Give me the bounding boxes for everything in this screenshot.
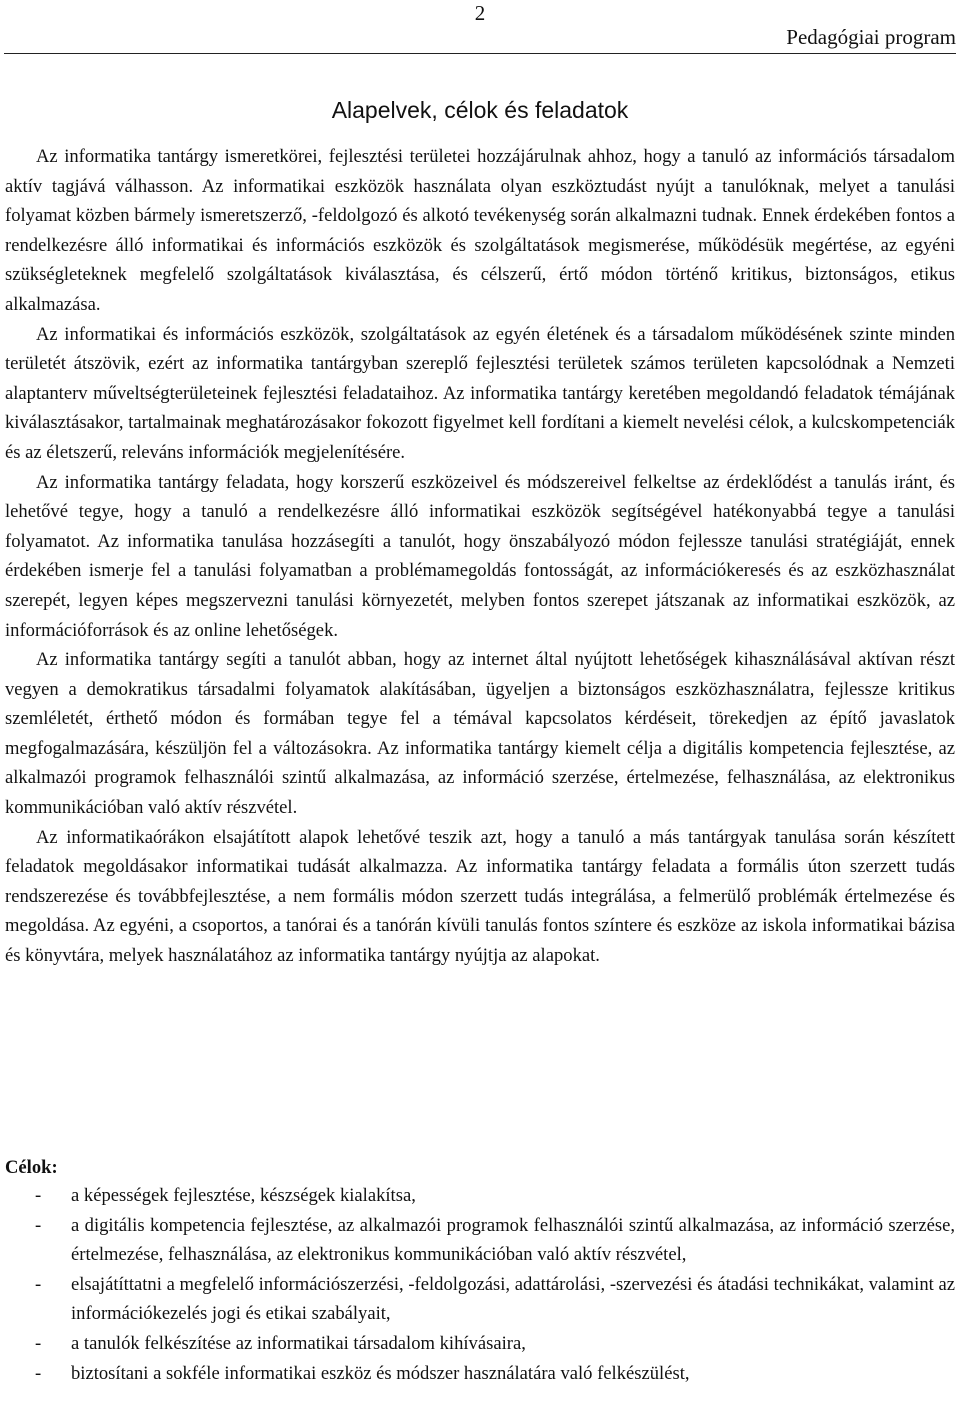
goal-item <box>5 1359 955 1389</box>
goal-item-text: elsajátíttatni a megfelelő információszerzési, -feldolgozási, adattárolási, -szervezési és átadási technikákat, valamint az információkezelés jogi és etikai szabályait, <box>71 1273 955 1325</box>
goal-item-text: a digitális kompetencia fejlesztése, az alkalmazói programok felhasználói szintű alkalmazása, az információ szerzése, értelmezése, felhasználása, az elektronikus kommunikációban való aktív részvétel, <box>71 1214 955 1266</box>
goals-heading: Célok: <box>5 1157 58 1178</box>
list-dash: - <box>35 1273 42 1295</box>
paragraph: Az informatika tantárgy feladata, hogy korszerű eszközeivel és módszereivel felkeltse az érdeklődést a tanulás iránt, és lehetővé tegye, hogy a tanuló a rendelkezésre álló informatikai eszközök segítségével hatékonyabbá tegye a tanulási folyamatot. Az informatika tanulása hozzásegíti a tanulót, hogy önszabályozó módon fejlessze tanulási stratégiáját, ennek érdekében ismerje fel a tanulási folyamatban a problémamegoldás fontosságát, az információkeresés és az eszközhasználat szerepét, legyen képes megszervezni tanulási környezetét, melyben fontos szerepet játszanak az informatikai eszközök, az információforrások és az online lehetőségek. <box>5 471 955 641</box>
goal-item-text: biztosítani a sokféle informatikai eszköz és módszer használatára való felkészülést, <box>71 1362 690 1384</box>
paragraph: Az informatikai és információs eszközök, szolgáltatások az egyén életének és a társadalom működésének szinte minden területét átszövik, ezért az informatika tantárgyban szereplő fejlesztési területek számos területen kapcsolódnak a Nemzeti alaptanterv műveltségterületeinek fejlesztési feladataihoz. Az informatika tantárgy keretében megoldandó feladatok témájának kiválasztásakor, tartalmainak meghatározásakor fokozott figyelmet kell fordítani a kiemelt nevelési célok, a kulcskompetenciák és az életszerű, releváns információk megjelenítésére. <box>5 323 955 463</box>
goal-item-text: a képességek fejlesztése, készségek kialakítsa, <box>71 1185 416 1206</box>
running-header-title: Pedagógiai program <box>786 25 956 49</box>
body-text <box>5 142 955 971</box>
goal-item <box>5 1211 955 1270</box>
goal-item <box>5 1181 955 1211</box>
goals-list <box>5 1181 955 1388</box>
paragraph: Az informatika tantárgy ismeretkörei, fejlesztési területei hozzájárulnak ahhoz, hogy a tanuló az információs társadalom aktív tagjává válhasson. Az informatikai eszközök használata olyan eszköztudást nyújt a tanulóknak, melyet a tanulási folyamat közben bármely ismeretszerző, -feldolgozó és alkotó tevékenység során alkalmazni tudnak. Ennek érdekében fontos a rendelkezésre álló informatikai és információs eszközök és szolgáltatások megismerése, működésük megértése, az egyéni szükségleteknek megfelelő szolgáltatások kiválasztása, és célszerű, értő módon történő kritikus, biztonságos, etikus alkalmazása. <box>5 146 955 315</box>
paragraph: Az informatika tantárgy segíti a tanulót abban, hogy az internet által nyújtott lehetőségek kihasználásával aktívan részt vegyen a demokratikus társadalmi folyamatok alakításában, ügyeljen a biztonságos eszközhasználatra, fejlessze kritikus szemléletét, érthető módon és formában tegye fel a témával kapcsolatos kérdéseit, törekedjen az építő javaslatok megfogalmazására, készüljön fel a változásokra. Az informatika tantárgy kiemelt célja a digitális kompetencia fejlesztése, az alkalmazói programok felhasználói szintű alkalmazása, az információ szerzése, értelmezése, felhasználása, az elektronikus kommunikációban való aktív részvétel. <box>5 649 955 819</box>
list-dash: - <box>35 1332 42 1354</box>
list-dash: - <box>35 1185 42 1206</box>
page-number: 2 <box>474 1 486 25</box>
goal-item <box>5 1329 955 1359</box>
list-dash: - <box>35 1362 42 1384</box>
section-title: Alapelvek, célok és feladatok <box>331 97 629 124</box>
paragraph: Az informatikaórákon elsajátított alapok lehetővé teszik azt, hogy a tanuló a más tantárgyak tanulása során készített feladatok megoldásakor informatikai tudását alkalmazza. Az informatika tantárgy feladata a formális úton szerzett tudás rendszerezése és továbbfejlesztése, a nem formális módon szerzett tudás integrálása, a felmerülő problémák értelmezése és megoldása. Az egyéni, a csoportos, a tanórai és a tanórán kívüli tanulás fontos színtere és eszköze az iskola informatikai bázisa és könyvtára, melyek használatához az informatika tantárgy nyújtja az alapokat. <box>5 826 955 967</box>
goal-item-text: a tanulók felkészítése az informatikai társadalom kihívásaira, <box>71 1332 526 1354</box>
list-dash: - <box>35 1214 42 1236</box>
goal-item <box>5 1270 955 1329</box>
header-divider <box>4 53 956 54</box>
